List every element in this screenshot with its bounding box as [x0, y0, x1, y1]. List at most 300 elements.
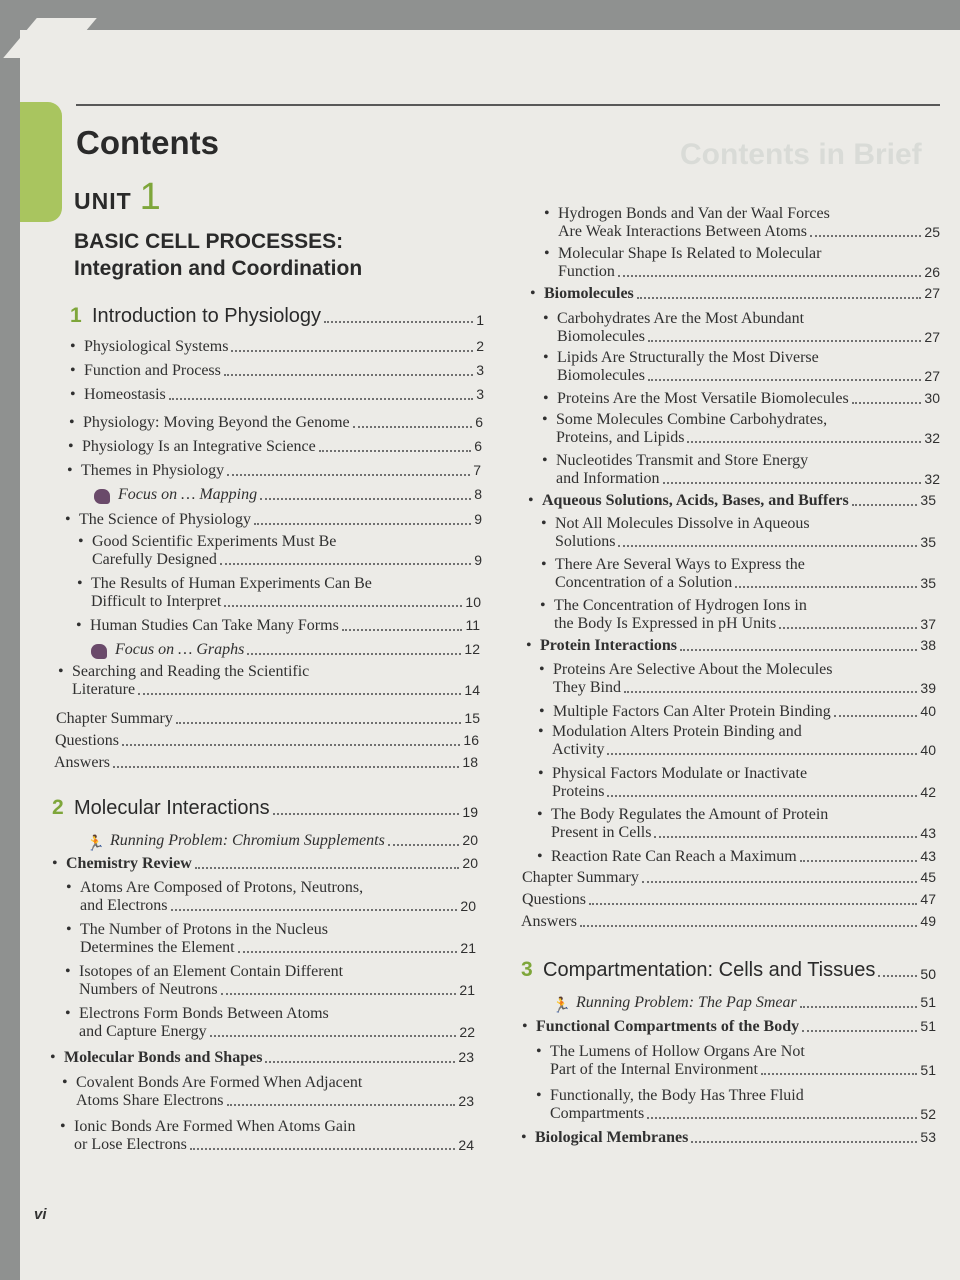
chapter-title: Introduction to Physiology — [92, 305, 322, 327]
leader-dots — [648, 340, 921, 342]
entry-label-cont: Literature — [72, 681, 136, 698]
page-number: 21 — [459, 982, 475, 998]
entry-label: Physiological Systems — [84, 338, 229, 355]
leader-dots — [663, 482, 922, 484]
page-number: 11 — [465, 617, 480, 633]
entry-label: Some Molecules Combine Carbohydrates, — [556, 411, 828, 428]
page-number: 24 — [458, 1137, 474, 1153]
toc-entry[interactable] — [522, 1017, 936, 1036]
page-number: 51 — [920, 994, 936, 1010]
leader-dots — [138, 693, 461, 695]
questions-link[interactable] — [55, 731, 479, 750]
entry-label: Chemistry Review — [66, 855, 192, 872]
bullet: • — [530, 285, 536, 302]
toc-entry[interactable] — [543, 349, 940, 385]
entry-label: Lipids Are Structurally the Most Diverse — [557, 349, 819, 366]
entry-label: Homeostasis — [84, 386, 166, 403]
leader-dots — [227, 474, 470, 476]
toc-entry[interactable] — [544, 245, 940, 281]
leader-dots — [680, 649, 917, 651]
toc-entry[interactable] — [66, 921, 476, 957]
entry-label: Hydrogen Bonds and Van der Waal Forces — [558, 205, 830, 222]
page-number: 37 — [920, 616, 936, 632]
page-number: 53 — [920, 1129, 936, 1145]
page-number: 40 — [920, 703, 936, 719]
page-number: 27 — [924, 368, 940, 384]
toc-entry[interactable] — [538, 765, 936, 801]
bullet: • — [70, 362, 76, 379]
entry-label: Covalent Bonds Are Formed When Adjacent — [76, 1074, 363, 1091]
entry-label-cont: Biomolecules — [557, 367, 645, 384]
page-number: 15 — [464, 710, 480, 726]
bullet: • — [543, 310, 549, 327]
entry-label: Reaction Rate Can Reach a Maximum — [551, 848, 797, 865]
leader-dots — [637, 297, 922, 299]
leader-dots — [800, 1006, 918, 1008]
entry-label: Searching and Reading the Scientific — [72, 663, 310, 680]
entry-label: Atoms Are Composed of Protons, Neutrons, — [80, 879, 364, 896]
entry-label: Focus on … Graphs — [115, 641, 245, 658]
bullet: • — [542, 452, 548, 469]
entry-label-cont: and Capture Energy — [79, 1023, 207, 1040]
toc-entry[interactable] — [541, 515, 936, 551]
page-number: 23 — [458, 1093, 474, 1109]
running-figure-icon: 🏃 — [552, 998, 571, 1014]
toc-entry[interactable] — [528, 491, 936, 510]
page-number: 14 — [464, 682, 480, 698]
page-number: 32 — [924, 471, 940, 487]
page-number: 20 — [462, 855, 478, 871]
bullet: • — [70, 386, 76, 403]
leader-dots — [691, 1141, 917, 1143]
toc-entry[interactable] — [67, 461, 481, 480]
page-number: 35 — [920, 575, 936, 591]
toc-entry[interactable] — [52, 854, 478, 873]
unit-color-tab — [20, 102, 62, 222]
page-number: 43 — [920, 848, 936, 864]
leader-dots — [342, 629, 463, 631]
entry-label-cont: or Lose Electrons — [74, 1136, 187, 1153]
leader-dots — [195, 867, 460, 869]
header-rule — [76, 104, 940, 106]
page-folio: vi — [34, 1206, 47, 1223]
entry-label: Electrons Form Bonds Between Atoms — [79, 1005, 329, 1022]
bullet: • — [70, 338, 76, 355]
toc-entry[interactable] — [62, 1074, 474, 1110]
leader-dots — [224, 374, 473, 376]
entry-label: Questions — [522, 891, 586, 908]
entry-label: Physiology Is an Integrative Science — [82, 438, 316, 455]
entry-label: Biomolecules — [544, 285, 634, 302]
entry-label: Multiple Factors Can Alter Protein Binding — [553, 703, 831, 720]
entry-label: Isotopes of an Element Contain Different — [79, 963, 344, 980]
bullet: • — [544, 205, 550, 222]
bullet: • — [544, 245, 550, 262]
page-title: Contents — [76, 124, 219, 161]
entry-label: Good Scientific Experiments Must Be — [92, 533, 337, 550]
chapter-number: 1 — [70, 304, 82, 327]
entry-label: Not All Molecules Dissolve in Aqueous — [555, 515, 810, 532]
bullet: • — [69, 414, 75, 431]
entry-label-cont: Proteins — [552, 783, 605, 800]
entry-label: Chapter Summary — [522, 869, 639, 886]
entry-label: Protein Interactions — [540, 637, 678, 654]
bullet: • — [50, 1049, 56, 1066]
entry-label: Physical Factors Modulate or Inactivate — [552, 765, 808, 782]
leader-dots — [654, 836, 917, 838]
leader-dots — [224, 605, 462, 607]
toc-entry[interactable] — [543, 310, 940, 346]
entry-label: Functional Compartments of the Body — [536, 1018, 800, 1035]
bullet: • — [539, 703, 545, 720]
page-number: 52 — [920, 1106, 936, 1122]
bullet: • — [541, 515, 547, 532]
focus-mapping-entry[interactable] — [94, 485, 482, 504]
leader-dots — [589, 903, 917, 905]
leader-dots — [607, 795, 917, 797]
running-problem-entry[interactable] — [86, 831, 478, 850]
leader-dots — [607, 753, 917, 755]
leader-dots — [171, 909, 458, 911]
toc-entry[interactable] — [50, 1048, 474, 1067]
running-figure-icon: 🏃 — [86, 836, 105, 852]
entry-label: Carbohydrates Are the Most Abundant — [557, 310, 805, 327]
page-number: 27 — [924, 285, 940, 301]
page-number: 10 — [465, 594, 481, 610]
page-number: 9 — [474, 552, 482, 568]
toc-entry[interactable] — [538, 723, 936, 759]
entry-label: Aqueous Solutions, Acids, Bases, and Buffers — [542, 492, 849, 509]
bullet: • — [538, 723, 544, 740]
leader-dots — [624, 691, 917, 693]
bullet: • — [62, 1074, 68, 1091]
unit-title — [74, 228, 362, 282]
entry-label-cont: and Information — [556, 470, 660, 487]
entry-label-cont: They Bind — [553, 679, 621, 696]
page-number: 16 — [463, 732, 479, 748]
toc-entry[interactable] — [78, 533, 482, 569]
entry-label: Ionic Bonds Are Formed When Atoms Gain — [74, 1118, 356, 1135]
leader-dots — [169, 398, 473, 400]
toc-entry[interactable] — [69, 413, 483, 432]
chapter-number: 2 — [52, 796, 64, 819]
entry-label: Running Problem: The Pap Smear — [576, 994, 797, 1011]
entry-label-cont: Difficult to Interpret — [91, 593, 222, 610]
page-number: 38 — [920, 637, 936, 653]
leader-dots — [238, 951, 458, 953]
entry-label: Chapter Summary — [56, 710, 173, 727]
page-number: 23 — [458, 1049, 474, 1065]
chapter-summary-link[interactable] — [56, 709, 480, 728]
toc-entry[interactable] — [537, 847, 936, 866]
toc-entry[interactable] — [541, 556, 936, 592]
leader-dots — [735, 586, 917, 588]
chapter-3-link[interactable] — [521, 958, 936, 982]
entry-label: Nucleotides Transmit and Store Energy — [556, 452, 809, 469]
page-number: 50 — [920, 966, 936, 982]
running-problem-entry[interactable] — [552, 993, 936, 1012]
entry-label: Answers — [521, 913, 577, 930]
page-number: 49 — [920, 913, 936, 929]
bullet: • — [543, 390, 549, 407]
bullet: • — [66, 879, 72, 896]
chapter-summary-link[interactable] — [522, 868, 936, 887]
page-number: 1 — [476, 312, 484, 328]
entry-label-cont: Biomolecules — [557, 328, 645, 345]
bullet: • — [541, 556, 547, 573]
bullet: • — [522, 1018, 528, 1035]
entry-label: Function and Process — [84, 362, 221, 379]
bullet: • — [77, 575, 83, 592]
bullet: • — [68, 438, 74, 455]
focus-icon — [91, 644, 107, 659]
entry-label-cont: Are Weak Interactions Between Atoms — [558, 223, 808, 240]
bullet: • — [60, 1118, 66, 1135]
page-number: 27 — [924, 329, 940, 345]
bullet: • — [65, 963, 71, 980]
chapter-1-link[interactable] — [70, 304, 484, 328]
bullet: • — [536, 1087, 542, 1104]
entry-label-cont: Solutions — [555, 533, 616, 550]
page-number: 12 — [464, 641, 480, 657]
page-number: 40 — [920, 742, 936, 758]
page-number: 21 — [460, 940, 476, 956]
toc-entry[interactable] — [58, 663, 480, 699]
entry-label-cont: Determines the Element — [80, 939, 235, 956]
entry-label: The Lumens of Hollow Organs Are Not — [550, 1043, 805, 1060]
bullet: • — [540, 597, 546, 614]
toc-entry[interactable] — [526, 636, 936, 655]
bullet: • — [66, 921, 72, 938]
entry-label-cont: and Electrons — [80, 897, 168, 914]
page-number: 43 — [920, 825, 936, 841]
entry-label: Focus on … Mapping — [118, 486, 258, 503]
toc-entry[interactable] — [537, 806, 936, 842]
page-number: 18 — [462, 754, 478, 770]
bullet: • — [528, 492, 534, 509]
page-number: 2 — [476, 338, 484, 354]
entry-label: Running Problem: Chromium Supplements — [110, 832, 385, 849]
entry-label: Questions — [55, 732, 119, 749]
leader-dots — [273, 813, 460, 815]
leader-dots — [852, 504, 918, 506]
bullet: • — [67, 462, 73, 479]
unit-word: UNIT — [74, 188, 132, 214]
entry-label: Human Studies Can Take Many Forms — [90, 617, 339, 634]
page-number: 26 — [924, 264, 940, 280]
page-number: 47 — [920, 891, 936, 907]
page-number: 7 — [473, 462, 481, 478]
leader-dots — [227, 1104, 456, 1106]
focus-icon — [94, 489, 110, 504]
answers-link[interactable] — [521, 912, 936, 931]
bullet: • — [537, 806, 543, 823]
entry-label: Functionally, the Body Has Three Fluid — [550, 1087, 804, 1104]
bullet: • — [58, 663, 64, 680]
toc-entry[interactable] — [60, 1118, 474, 1154]
leader-dots — [220, 563, 471, 565]
bullet: • — [538, 765, 544, 782]
answers-link[interactable] — [54, 753, 478, 772]
bullet: • — [65, 1005, 71, 1022]
entry-label-cont: Present in Cells — [551, 824, 652, 841]
page-number: 6 — [474, 438, 482, 454]
bullet: • — [536, 1043, 542, 1060]
unit-number: 1 — [139, 176, 161, 218]
entry-label-cont: Compartments — [550, 1105, 645, 1122]
page-number: 35 — [920, 534, 936, 550]
toc-entry[interactable] — [536, 1087, 936, 1123]
entry-label: Proteins Are Selective About the Molecules — [553, 661, 833, 678]
leader-dots — [618, 545, 917, 547]
page-number: 3 — [476, 362, 484, 378]
bullet: • — [65, 511, 71, 528]
unit-heading — [74, 176, 161, 219]
leader-dots — [176, 722, 462, 724]
toc-entry[interactable] — [65, 1005, 475, 1041]
toc-entry[interactable] — [70, 361, 484, 380]
page-number: 19 — [462, 804, 478, 820]
leader-dots — [687, 441, 921, 443]
leader-dots — [231, 350, 473, 352]
leader-dots — [221, 993, 457, 995]
page-number: 3 — [476, 386, 484, 402]
unit-title-line-1: BASIC CELL PROCESSES: — [74, 230, 344, 253]
toc-entry[interactable] — [68, 437, 482, 456]
entry-label: Proteins Are the Most Versatile Biomolecules — [557, 390, 849, 407]
toc-entry[interactable] — [521, 1128, 936, 1147]
page-number: 20 — [462, 832, 478, 848]
entry-label: Modulation Alters Protein Binding and — [552, 723, 802, 740]
bullet: • — [526, 637, 532, 654]
leader-dots — [878, 975, 917, 977]
leader-dots — [353, 426, 473, 428]
leader-dots — [265, 1061, 455, 1063]
toc-entry[interactable] — [70, 337, 484, 356]
entry-label: Molecular Shape Is Related to Molecular — [558, 245, 822, 262]
page-number: 39 — [920, 680, 936, 696]
entry-label-cont: Proteins, and Lipids — [556, 429, 685, 446]
leader-dots — [642, 881, 918, 883]
entry-label: The Results of Human Experiments Can Be — [91, 575, 372, 592]
bullet: • — [539, 661, 545, 678]
leader-dots — [388, 844, 460, 846]
entry-label-cont: Function — [558, 263, 615, 280]
toc-entry[interactable] — [544, 205, 940, 241]
entry-label: There Are Several Ways to Express the — [555, 556, 805, 573]
page-number: 45 — [920, 869, 936, 885]
entry-label-cont: Numbers of Neutrons — [79, 981, 218, 998]
toc-entry[interactable] — [70, 385, 484, 404]
leader-dots — [852, 402, 922, 404]
leader-dots — [618, 275, 922, 277]
toc-entry[interactable] — [539, 661, 936, 697]
toc-entry[interactable] — [65, 963, 475, 999]
toc-entry[interactable] — [536, 1043, 936, 1079]
leader-dots — [802, 1030, 917, 1032]
ghost-heading: Contents in Brief — [680, 138, 922, 171]
leader-dots — [834, 715, 918, 717]
leader-dots — [810, 235, 921, 237]
leader-dots — [580, 925, 917, 927]
page-number: 6 — [475, 414, 483, 430]
entry-label: Physiology: Moving Beyond the Genome — [83, 414, 350, 431]
toc-entry[interactable] — [66, 879, 476, 915]
leader-dots — [319, 450, 471, 452]
leader-dots — [648, 379, 921, 381]
unit-title-line-2: Integration and Coordination — [74, 257, 363, 280]
entry-label-cont: Carefully Designed — [92, 551, 217, 568]
page-number: 42 — [920, 784, 936, 800]
page-number: 35 — [920, 492, 936, 508]
toc-entry[interactable] — [540, 597, 936, 633]
page-number: 9 — [474, 511, 482, 527]
leader-dots — [779, 627, 917, 629]
toc-entry[interactable] — [542, 411, 940, 447]
focus-graphs-entry[interactable] — [91, 640, 480, 659]
chapter-title: Compartmentation: Cells and Tissues — [543, 959, 876, 981]
entry-label-cont: the Body Is Expressed in pH Units — [554, 615, 777, 632]
entry-label-cont: Part of the Internal Environment — [550, 1061, 758, 1078]
entry-label: The Concentration of Hydrogen Ions in — [554, 597, 807, 614]
leader-dots — [254, 523, 471, 525]
leader-dots — [190, 1148, 456, 1150]
bullet: • — [537, 848, 543, 865]
toc-entry[interactable] — [77, 575, 481, 611]
page-number: 30 — [924, 390, 940, 406]
leader-dots — [247, 653, 461, 655]
entry-label: The Number of Protons in the Nucleus — [80, 921, 328, 938]
bullet: • — [78, 533, 84, 550]
page-number: 51 — [920, 1018, 936, 1034]
page-number: 22 — [459, 1024, 475, 1040]
page-number: 32 — [924, 430, 940, 446]
chapter-number: 3 — [521, 958, 533, 981]
leader-dots — [260, 498, 471, 500]
page-number: 20 — [460, 898, 476, 914]
page-number: 25 — [924, 224, 940, 240]
chapter-title: Molecular Interactions — [74, 797, 270, 819]
toc-entry[interactable] — [76, 616, 480, 635]
leader-dots — [113, 766, 459, 768]
entry-label-cont: Activity — [552, 741, 605, 758]
questions-link[interactable] — [522, 890, 936, 909]
toc-entry[interactable] — [65, 510, 482, 529]
toc-entry[interactable] — [530, 284, 940, 303]
toc-entry[interactable] — [543, 389, 940, 408]
leader-dots — [647, 1117, 917, 1119]
page-number: 51 — [920, 1062, 936, 1078]
entry-label: Molecular Bonds and Shapes — [64, 1049, 263, 1066]
leader-dots — [210, 1035, 457, 1037]
entry-label-cont: Concentration of a Solution — [555, 574, 733, 591]
toc-entry[interactable] — [539, 702, 936, 721]
entry-label: Answers — [54, 754, 110, 771]
entry-label: Themes in Physiology — [81, 462, 225, 479]
entry-label: The Body Regulates the Amount of Protein — [551, 806, 829, 823]
entry-label-cont: Atoms Share Electrons — [76, 1092, 224, 1109]
entry-label: Biological Membranes — [535, 1129, 689, 1146]
leader-dots — [800, 860, 918, 862]
bullet: • — [76, 617, 82, 634]
bullet: • — [521, 1129, 527, 1146]
page-number: 8 — [474, 486, 482, 502]
bullet: • — [543, 349, 549, 366]
chapter-2-link[interactable] — [52, 796, 478, 820]
leader-dots — [761, 1073, 917, 1075]
bullet: • — [52, 855, 58, 872]
toc-entry[interactable] — [542, 452, 940, 488]
